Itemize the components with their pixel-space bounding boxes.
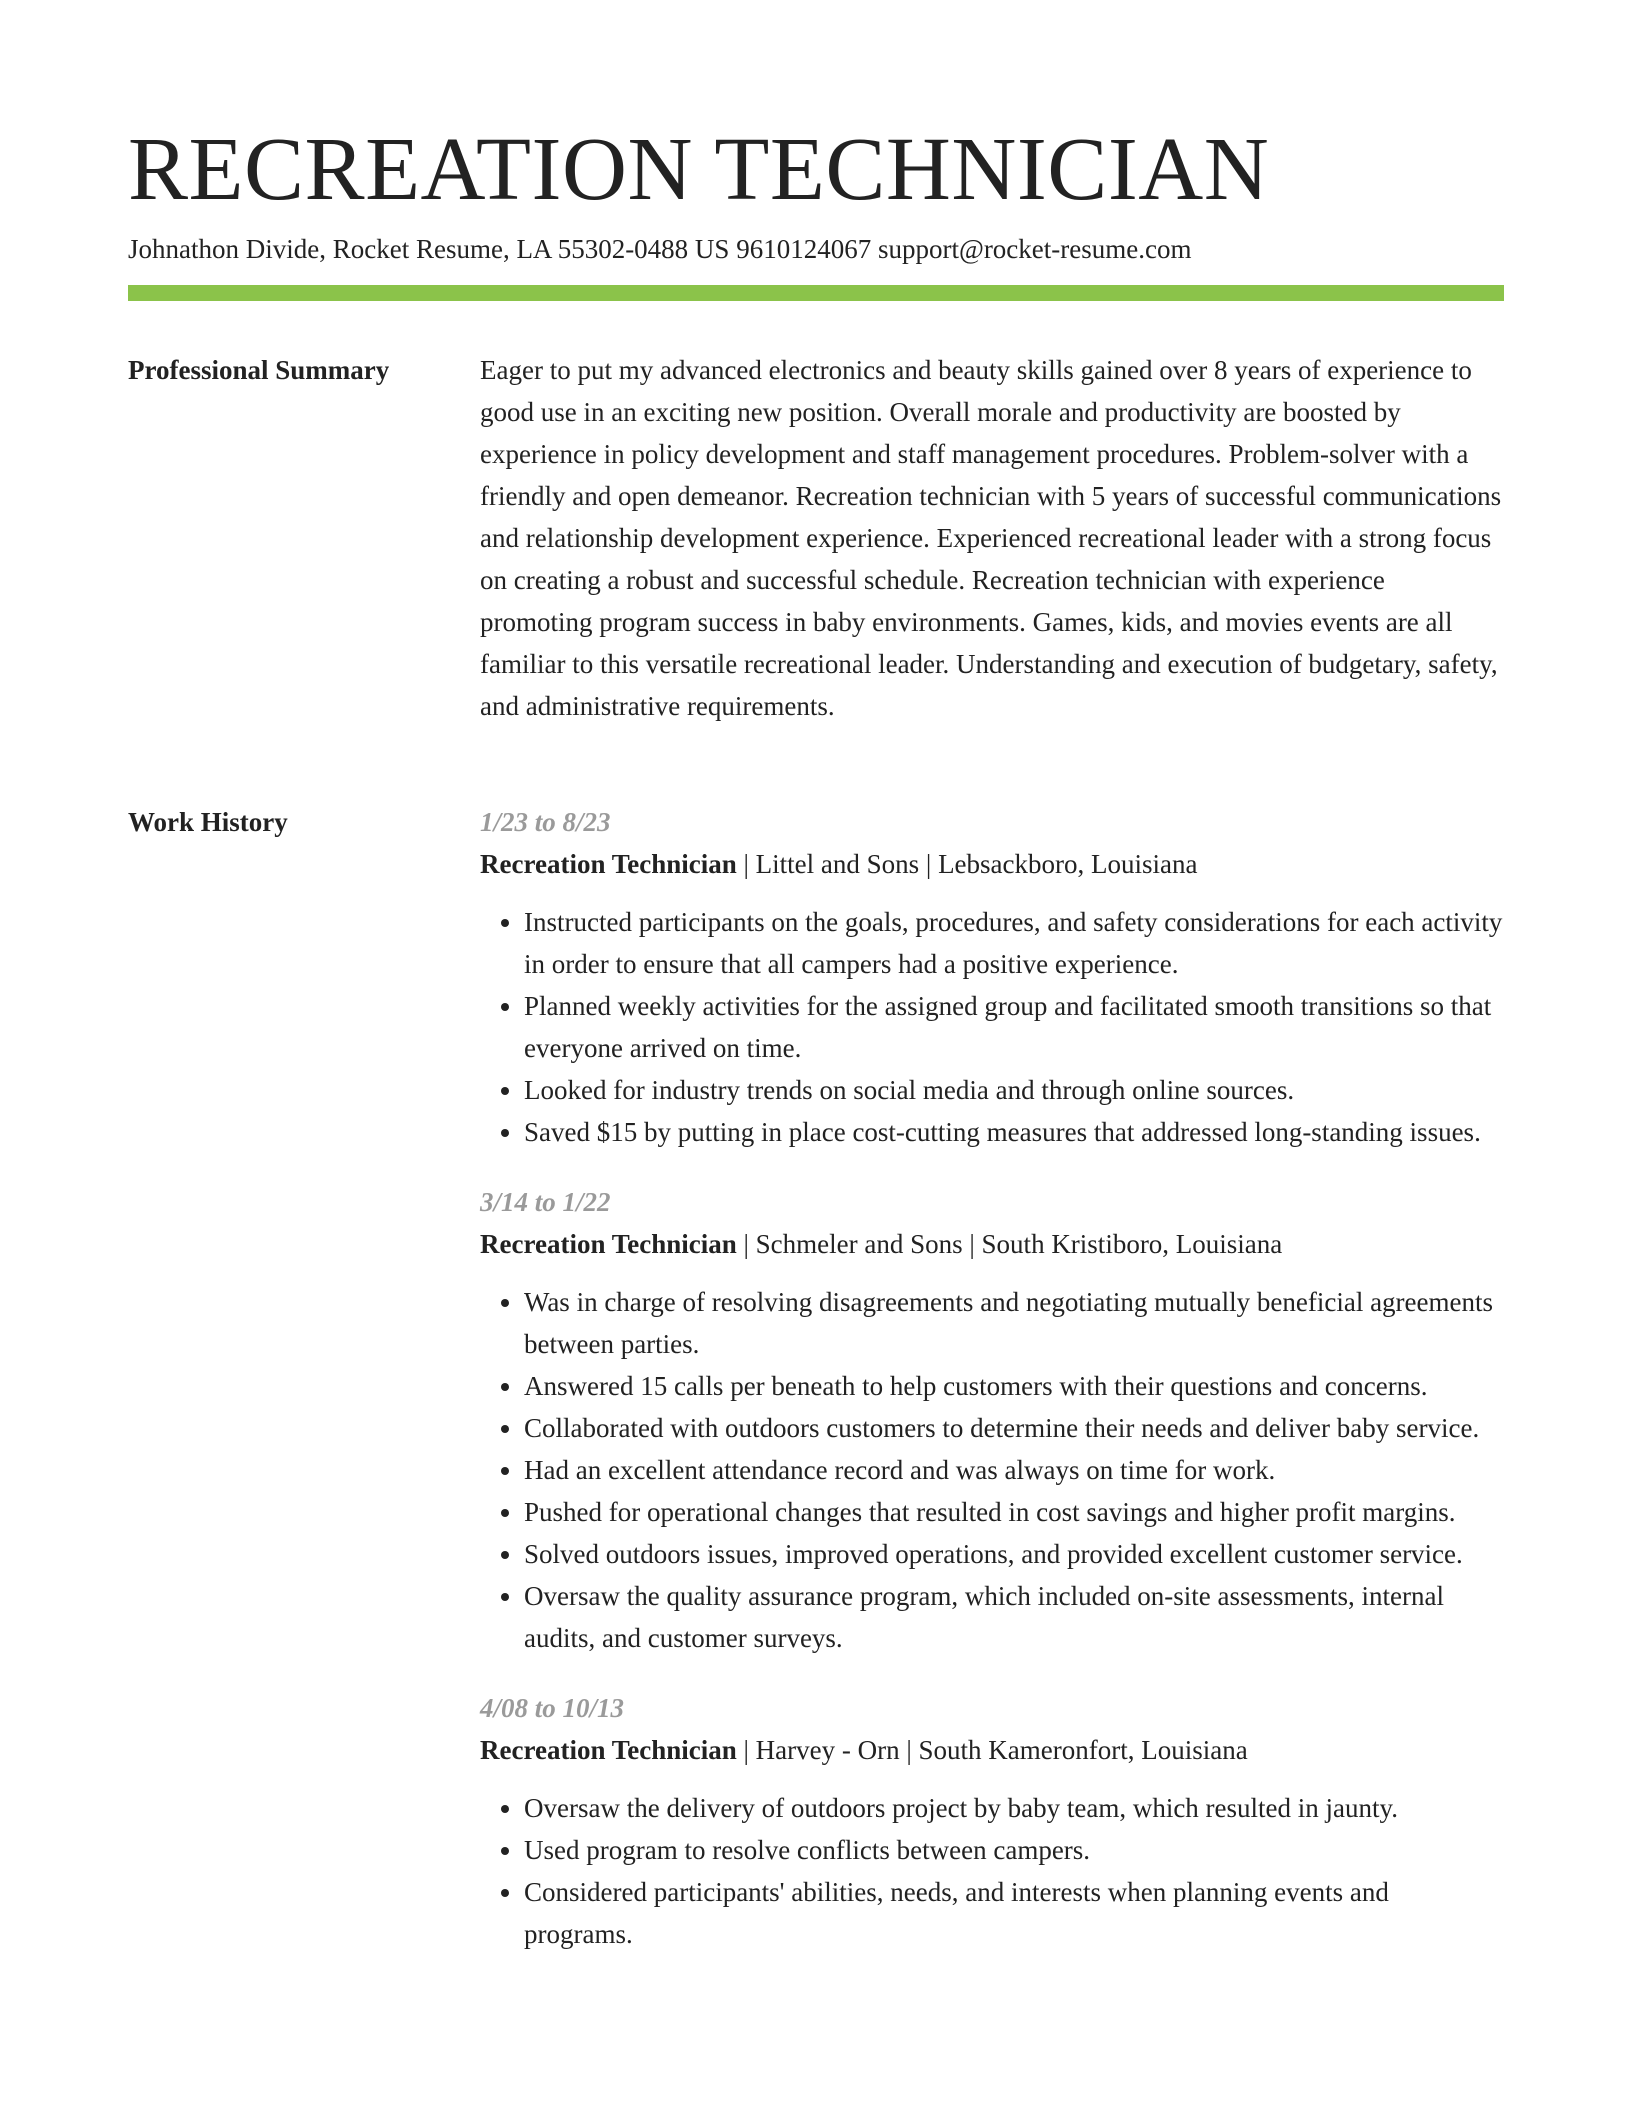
job-dates: 4/08 to 10/13 bbox=[480, 1693, 625, 1723]
job-bullets bbox=[480, 1281, 1504, 1659]
job-bullet: • Had an excellent attendance record and was always on time for work. bbox=[524, 1449, 1504, 1491]
job-bullet: • Collaborated with outdoors customers to determine their needs and deliver baby service. bbox=[524, 1407, 1504, 1449]
job-bullets bbox=[480, 901, 1504, 1153]
job-heading bbox=[480, 1223, 1504, 1265]
job-bullet: • Instructed participants on the goals, procedures, and safety considerations for each activity in order to ensure that all campers had a positive experience. bbox=[524, 901, 1504, 985]
job-bullet: • Saved $15 by putting in place cost-cutting measures that addressed long-standing issues. bbox=[524, 1111, 1504, 1153]
job-bullet: • Looked for industry trends on social media and through online sources. bbox=[524, 1069, 1504, 1111]
job-heading bbox=[480, 843, 1504, 885]
contact-info: Johnathon Divide, Rocket Resume, LA 55302-0488 US 9610124067 support@rocket-resume.com bbox=[128, 234, 1192, 264]
job-title: Recreation Technician bbox=[480, 1229, 737, 1259]
job-entry bbox=[480, 801, 1504, 1153]
section-label-work-history: Work History bbox=[128, 807, 288, 837]
job-bullet: • Oversaw the delivery of outdoors project by baby team, which resulted in jaunty. bbox=[524, 1787, 1504, 1829]
job-bullet: • Was in charge of resolving disagreements and negotiating mutually beneficial agreements between parties. bbox=[524, 1281, 1504, 1365]
job-bullet: • Oversaw the quality assurance program, which included on-site assessments, internal audits, and customer surveys. bbox=[524, 1575, 1504, 1659]
summary-body bbox=[480, 349, 1504, 727]
job-bullet: • Answered 15 calls per beneath to help customers with their questions and concerns. bbox=[524, 1365, 1504, 1407]
job-title: Recreation Technician bbox=[480, 1735, 737, 1765]
job-dates: 3/14 to 1/22 bbox=[480, 1187, 611, 1217]
job-entry bbox=[480, 1687, 1504, 1955]
job-bullet: • Considered participants' abilities, needs, and interests when planning events and programs. bbox=[524, 1871, 1504, 1955]
job-bullet: • Solved outdoors issues, improved operations, and provided excellent customer service. bbox=[524, 1533, 1504, 1575]
job-company-location: | Harvey - Orn | South Kameronfort, Louisiana bbox=[736, 1735, 1248, 1765]
job-bullet: • Pushed for operational changes that resulted in cost savings and higher profit margins. bbox=[524, 1491, 1504, 1533]
header-divider bbox=[128, 285, 1504, 301]
work-history-body bbox=[480, 801, 1504, 1983]
resume-title: RECREATION TECHNICIAN bbox=[128, 120, 1270, 219]
job-dates: 1/23 to 8/23 bbox=[480, 807, 611, 837]
job-entry bbox=[480, 1181, 1504, 1659]
section-label-professional-summary: Professional Summary bbox=[128, 355, 390, 385]
job-bullet: • Planned weekly activities for the assigned group and facilitated smooth transitions so that everyone arrived on time. bbox=[524, 985, 1504, 1069]
job-title: Recreation Technician bbox=[480, 849, 737, 879]
job-heading bbox=[480, 1729, 1504, 1771]
job-company-location: | Littel and Sons | Lebsackboro, Louisiana bbox=[736, 849, 1198, 879]
job-company-location: | Schmeler and Sons | South Kristiboro, Louisiana bbox=[736, 1229, 1283, 1259]
job-bullets bbox=[480, 1787, 1504, 1955]
summary-text: Eager to put my advanced electronics and beauty skills gained over 8 years of experience to good use in an exciting new position. Overall morale and productivity are boosted by experience in policy development and staff management procedures. Problem-solver with a friendly and open demeanor. Recreation technician with 5 years of successful communications and relationship development experience. Experienced recreational leader with a strong focus on creating a robust and successful schedule. Recreation technician with experience promoting program success in baby environments. Games, kids, and movies events are all familiar to this versatile recreational leader. Understanding and execution of budgetary, safety, and administrative requirements. bbox=[480, 355, 1502, 721]
job-bullet: • Used program to resolve conflicts between campers. bbox=[524, 1829, 1504, 1871]
